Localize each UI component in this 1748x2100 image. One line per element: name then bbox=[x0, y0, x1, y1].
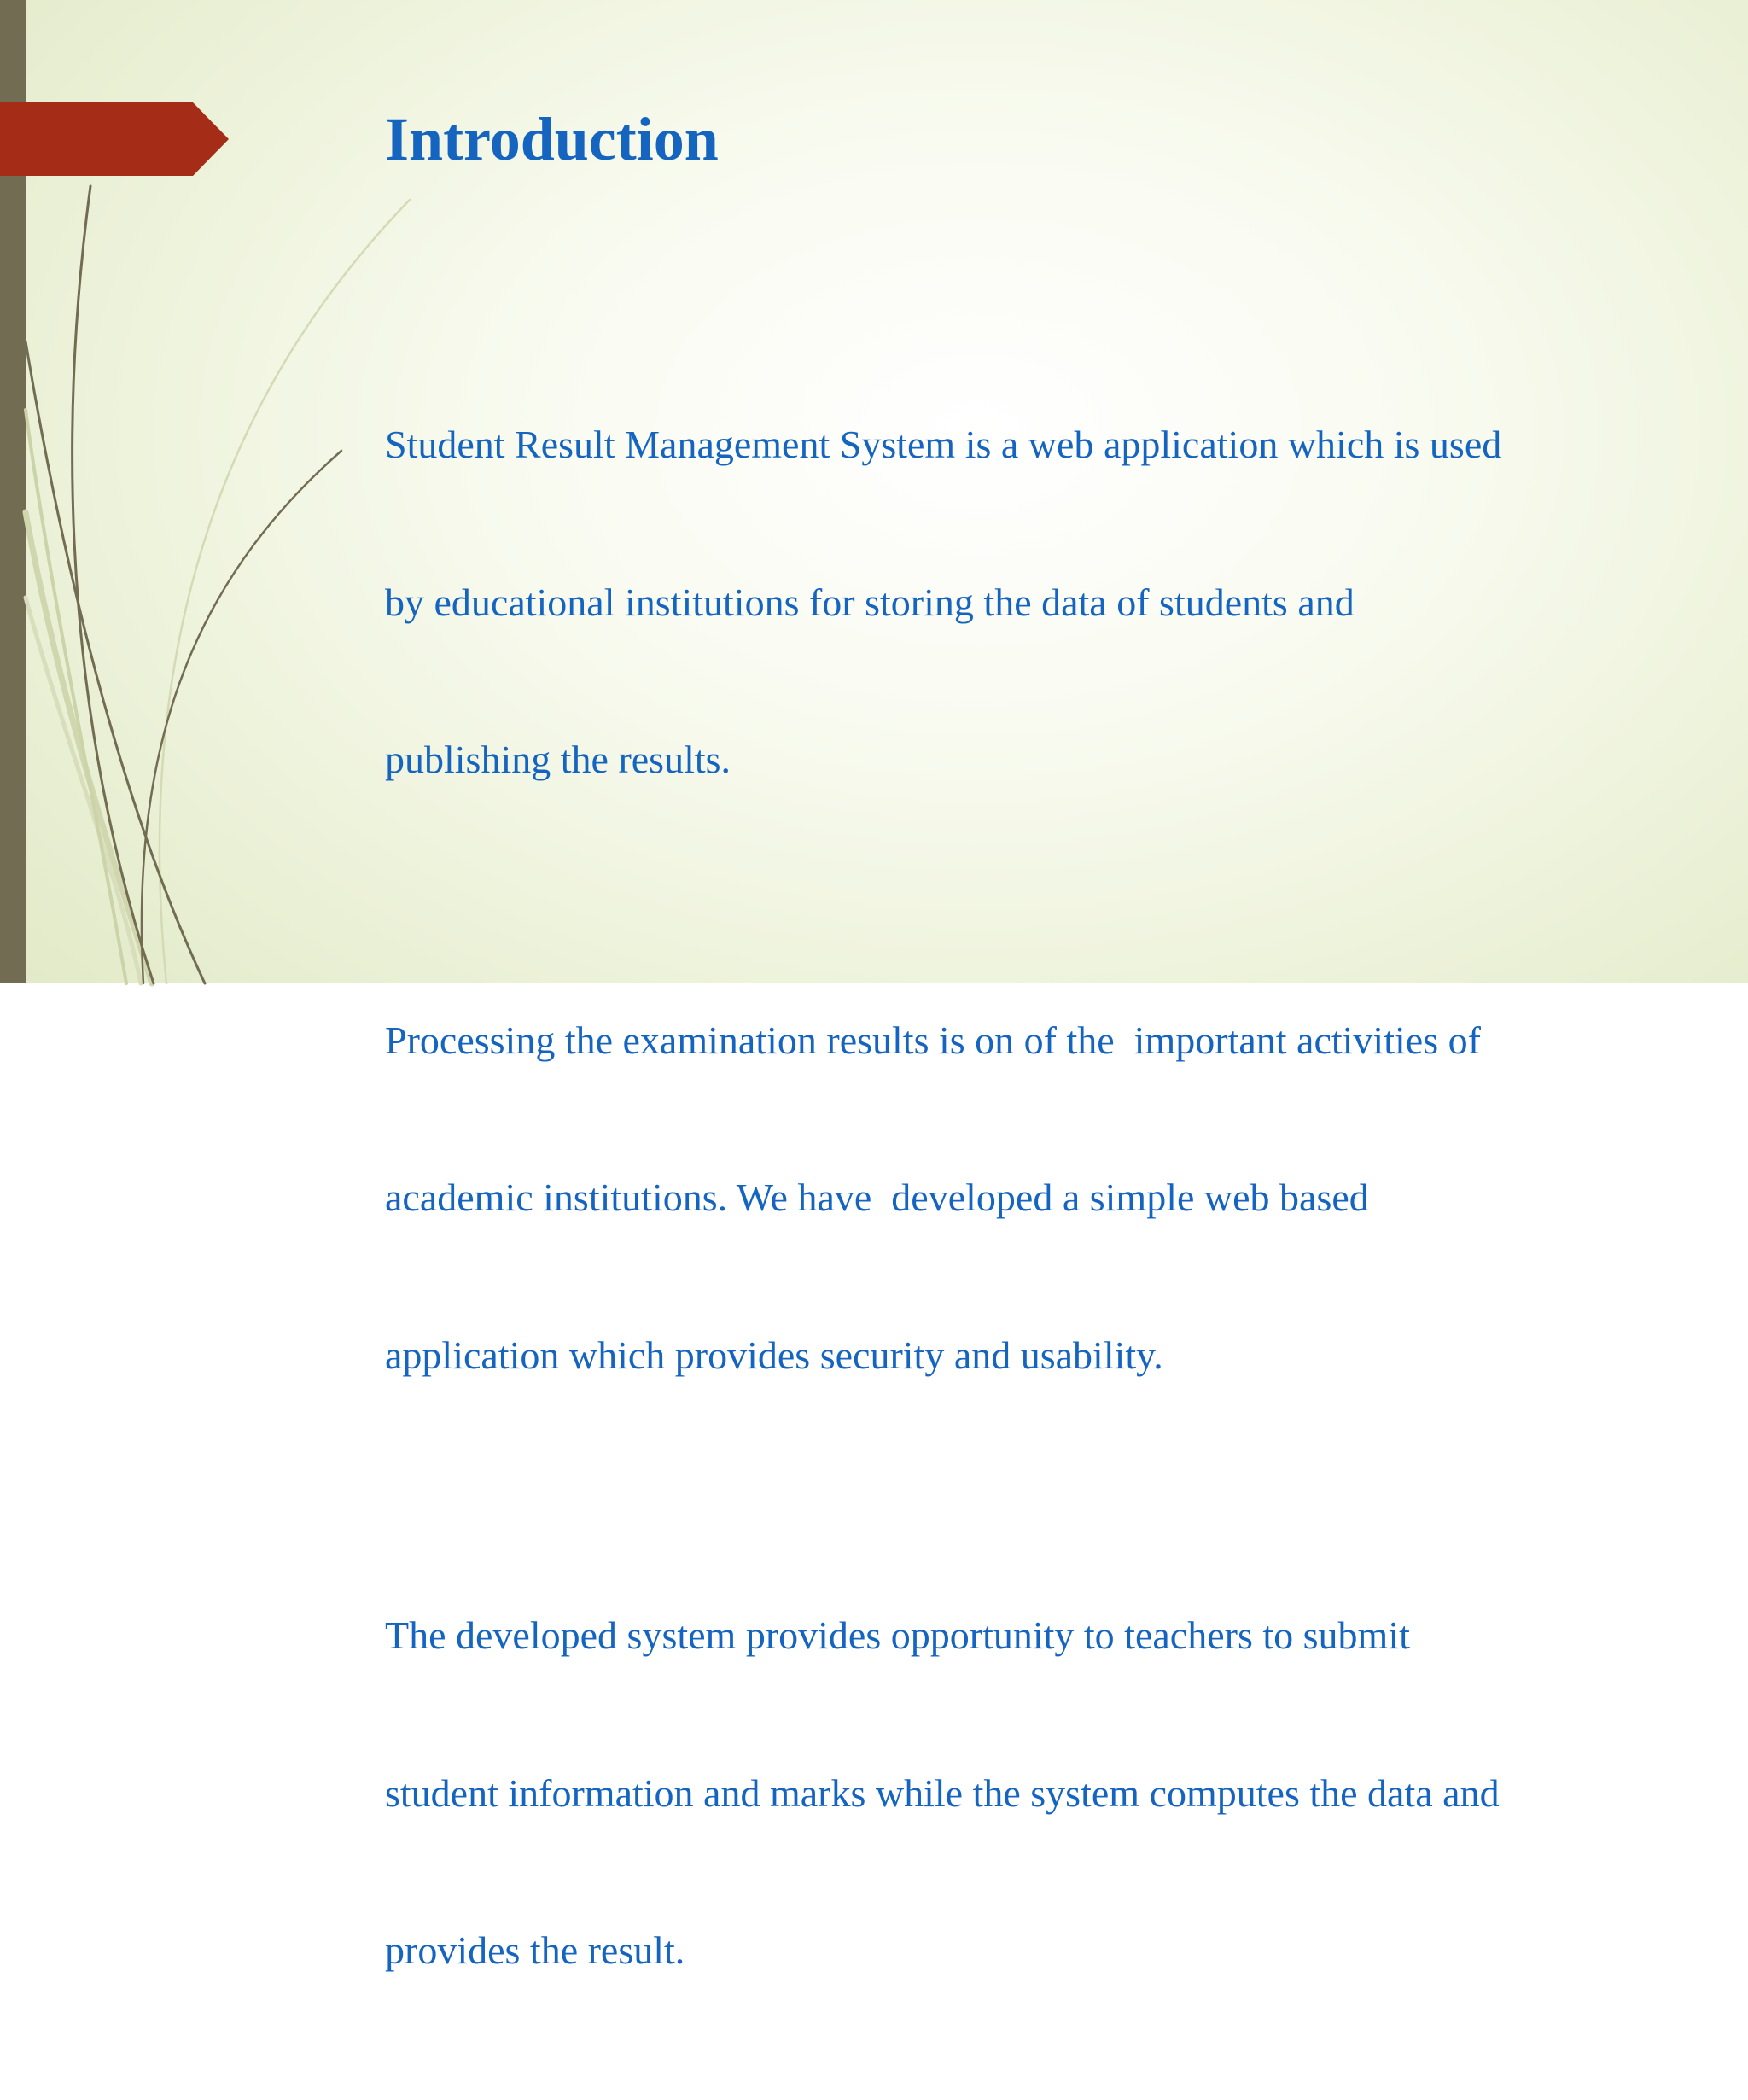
paragraph-line: The developed system provides opportunity to teachers to submit bbox=[385, 1613, 1410, 1657]
system-paragraph bbox=[385, 1504, 1665, 2082]
slide-body bbox=[385, 313, 1665, 2100]
paragraph-line: publishing the results. bbox=[385, 738, 731, 781]
paragraph-line: academic institutions. We have developed a simple web based bbox=[385, 1175, 1369, 1219]
slide-title: Introduction bbox=[385, 105, 719, 173]
paragraph-line: Student Result Management System is a web application which is used bbox=[385, 423, 1502, 466]
light-stem bbox=[160, 200, 410, 983]
light-stem bbox=[26, 410, 126, 983]
paragraph-line: student information and marks while the system computes the data and bbox=[385, 1770, 1500, 1815]
processing-paragraph bbox=[385, 909, 1665, 1487]
paragraph-line: Processing the examination results is on of the important activities of bbox=[385, 1018, 1481, 1062]
intro-paragraph bbox=[385, 313, 1665, 891]
title-accent-arrow bbox=[0, 102, 229, 176]
paragraph-line: provides the result. bbox=[385, 1928, 685, 1972]
paragraph-line: application which provides security and usability. bbox=[385, 1333, 1163, 1377]
paragraph-line: by educational institutions for storing the data of students and bbox=[385, 580, 1355, 624]
